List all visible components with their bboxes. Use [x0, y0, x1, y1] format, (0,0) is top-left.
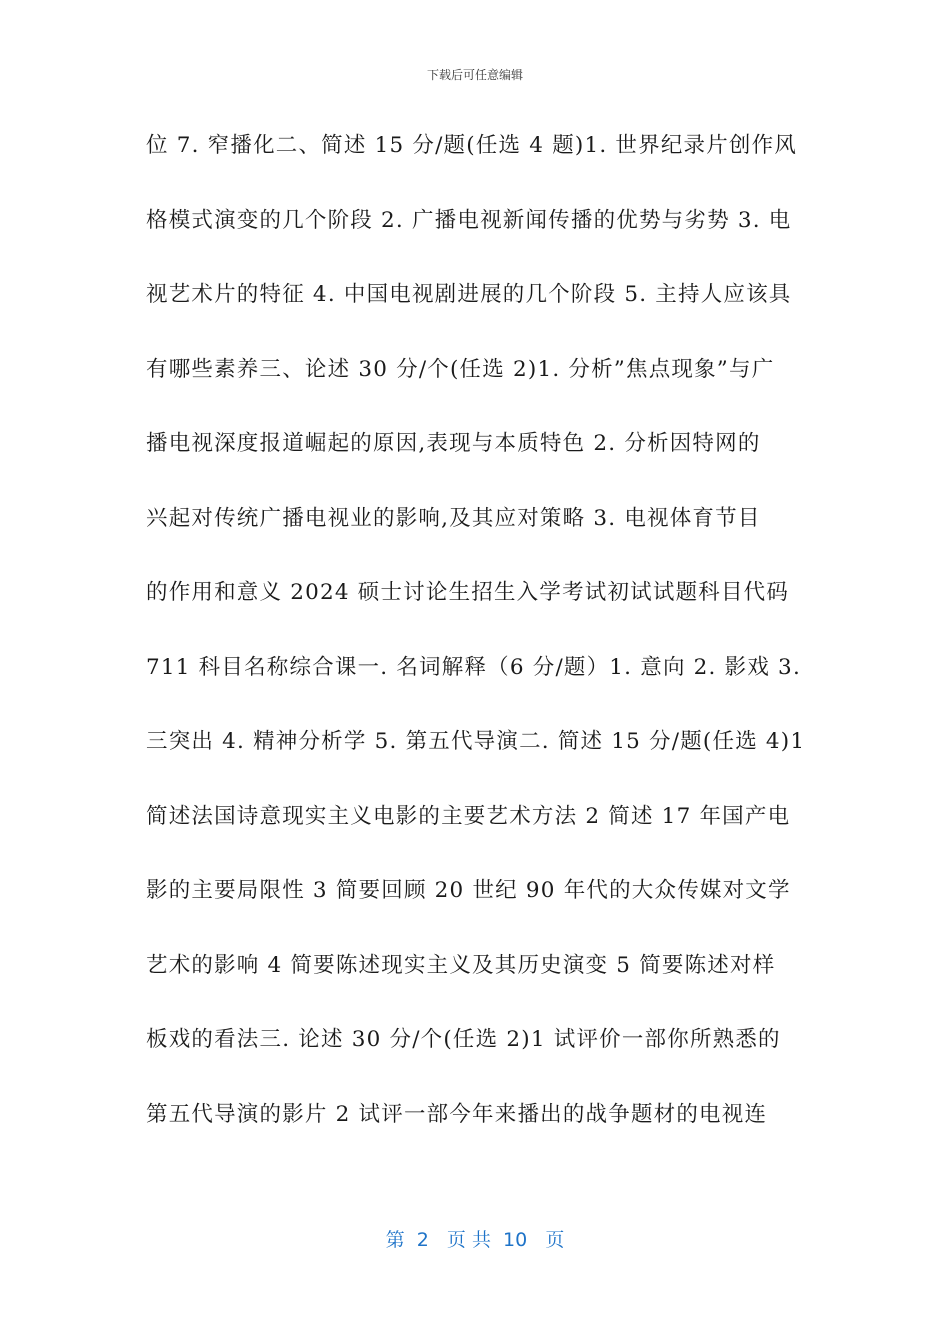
body-line-13: 板戏的看法三. 论述 30 分/个(任选 2)1 试评价一部你所熟悉的: [146, 1027, 781, 1052]
body-line-1: 位 7. 窄播化二、简述 15 分/题(任选 4 题)1. 世界纪录片创作风: [146, 133, 798, 158]
body-line-7: 的作用和意义 2024 硕士讨论生招生入学考试初试试题科目代码: [146, 580, 790, 605]
body-line-5: 播电视深度报道崛起的原因,表现与本质特色 2. 分析因特网的: [146, 431, 761, 456]
body-line-8: 711 科目名称综合课一. 名词解释（6 分/题）1. 意向 2. 影戏 3.: [146, 654, 801, 680]
body-line-4: 有哪些素养三、论述 30 分/个(任选 2)1. 分析”焦点现象”与广: [146, 356, 775, 382]
body-line-12: 艺术的影响 4 简要陈述现实主义及其历史演变 5 简要陈述对样: [146, 952, 776, 978]
body-line-9: 三突出 4. 精神分析学 5. 第五代导演二. 简述 15 分/题(任选 4)1: [146, 729, 806, 754]
body-line-2: 格模式演变的几个阶段 2. 广播电视新闻传播的优势与劣势 3. 电: [146, 207, 792, 233]
body-line-14: 第五代导演的影片 2 试评一部今年来播出的战争题材的电视连: [146, 1101, 768, 1127]
body-line-3: 视艺术片的特征 4. 中国电视剧进展的几个阶段 5. 主持人应该具: [146, 282, 792, 307]
body-line-6: 兴起对传统广播电视业的影响,及其应对策略 3. 电视体育节目: [146, 505, 761, 531]
document-body: [146, 128, 806, 1171]
page-number-footer: 第 2 页 共 10 页: [385, 1229, 565, 1251]
body-line-11: 影的主要局限性 3 简要回顾 20 世纪 90 年代的大众传媒对文学: [146, 878, 791, 903]
body-line-10: 简述法国诗意现实主义电影的主要艺术方法 2 简述 17 年国产电: [146, 803, 791, 829]
page-header: 下载后可任意编辑: [426, 68, 523, 82]
